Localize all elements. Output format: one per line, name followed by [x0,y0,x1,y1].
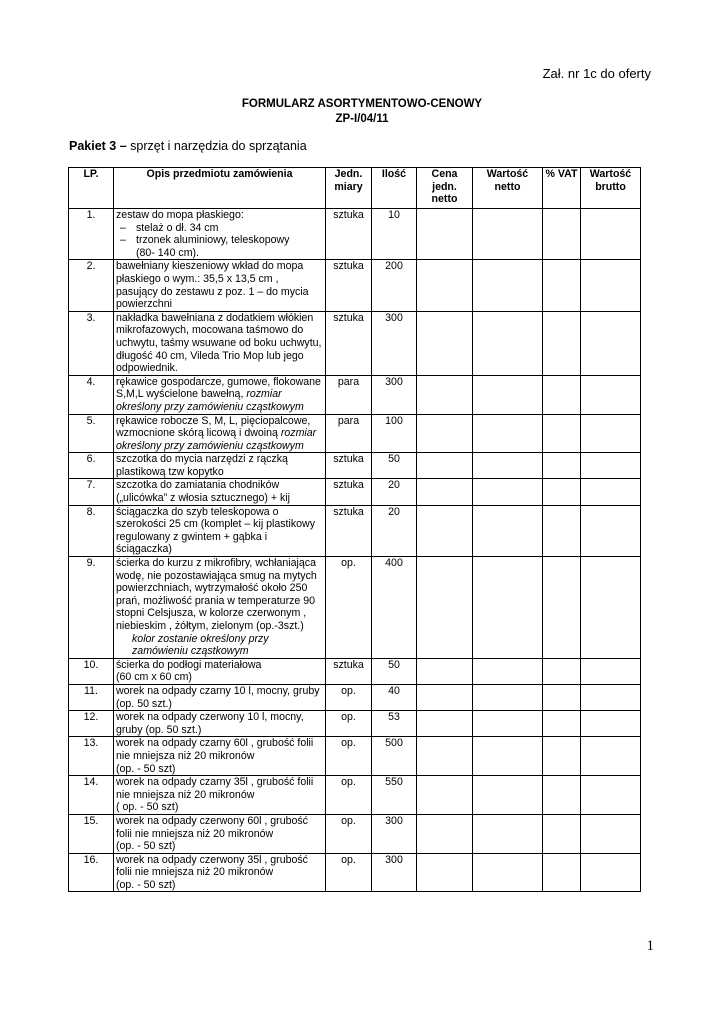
row-vat[interactable] [543,557,581,659]
table-row [69,853,641,892]
row-lp: 8. [69,505,114,556]
row-gross-value[interactable] [581,479,641,505]
assortment-price-table [68,167,641,892]
row-unit: op. [326,737,372,776]
header-gross-value: Wartość brutto [581,168,641,209]
row-unit: sztuka [326,453,372,479]
row-net-value[interactable] [473,375,543,414]
desc-line: (op. - 50 szt) [116,840,176,853]
row-lp: 1. [69,209,114,260]
row-lp: 3. [69,311,114,375]
table-row [69,311,641,375]
row-lp: 16. [69,853,114,892]
row-vat[interactable] [543,737,581,776]
table-row [69,557,641,659]
row-gross-value[interactable] [581,776,641,815]
desc-line: rękawice robocze S, M, L, pięciopalcowe, wzmocnione skórą licową i dwoiną [116,414,311,440]
row-net-value[interactable] [473,260,543,311]
desc-line: (80- 140 cm). [136,246,199,259]
package-number: Pakiet 3 – [69,139,127,153]
row-gross-value[interactable] [581,375,641,414]
row-unit-price[interactable] [417,505,473,556]
row-unit-price[interactable] [417,209,473,260]
row-gross-value[interactable] [581,711,641,737]
row-quantity: 300 [372,375,417,414]
row-description [114,737,326,776]
row-unit: sztuka [326,209,372,260]
row-lp: 11. [69,684,114,710]
table-row [69,658,641,684]
row-unit: op. [326,853,372,892]
row-net-value[interactable] [473,414,543,453]
table-row [69,375,641,414]
row-unit-price[interactable] [417,557,473,659]
row-gross-value[interactable] [581,311,641,375]
row-unit-price[interactable] [417,453,473,479]
row-vat[interactable] [543,711,581,737]
row-net-value[interactable] [473,814,543,853]
row-quantity: 50 [372,453,417,479]
row-unit: op. [326,814,372,853]
row-gross-value[interactable] [581,260,641,311]
row-vat[interactable] [543,776,581,815]
row-unit: para [326,375,372,414]
desc-line: trzonek aluminiowy, teleskopowy [136,234,290,247]
row-unit-price[interactable] [417,658,473,684]
header-quantity: Ilość [372,168,417,209]
row-quantity: 300 [372,311,417,375]
row-description: szczotka do mycia narzędzi z rączką plastikową tzw kopytko [114,453,326,479]
package-heading [69,139,307,153]
row-description [114,658,326,684]
desc-note: rozmiar określony przy zamówieniu cząstkowym [116,427,317,452]
row-lp: 14. [69,776,114,815]
row-quantity: 40 [372,684,417,710]
page-number: 1 [646,938,654,954]
row-lp: 2. [69,260,114,311]
row-description: zestaw do mopa płaskiego: – stelaż o dł. 34 cm – trzonek aluminiowy, teleskopowy (80- 140 cm). [114,209,326,260]
row-unit: op. [326,711,372,737]
row-gross-value[interactable] [581,453,641,479]
row-quantity: 100 [372,414,417,453]
desc-line: worek na odpady czarny 35l , grubość folii nie mniejsza niż 20 mikronów [116,776,314,801]
row-net-value[interactable] [473,684,543,710]
row-description: worek na odpady czerwony 10 l, mocny, gruby (op. 50 szt.) [114,711,326,737]
row-lp: 12. [69,711,114,737]
row-quantity: 300 [372,814,417,853]
row-net-value[interactable] [473,711,543,737]
row-vat[interactable] [543,505,581,556]
row-quantity: 50 [372,658,417,684]
table-row [69,453,641,479]
table-row [69,737,641,776]
row-unit: op. [326,684,372,710]
row-description: nakładka bawełniana z dodatkiem włókien mikrofazowych, mocowana taśmowo do uchwytu, taśmy wsuwane od boku uchwytu, długość 40 cm, Vileda Trio Mop lub jego odpowiednik. [114,311,326,375]
header-description: Opis przedmiotu zamówienia [114,168,326,209]
row-net-value[interactable] [473,311,543,375]
row-gross-value[interactable] [581,814,641,853]
row-description [114,414,326,453]
row-vat[interactable] [543,209,581,260]
row-lp: 5. [69,414,114,453]
form-reference: ZP-I/04/11 [335,113,389,125]
row-net-value[interactable] [473,479,543,505]
row-description: worek na odpady czarny 10 l, mocny, gruby (op. 50 szt.) [114,684,326,710]
desc-line: (60 cm x 60 cm) [116,671,192,684]
row-unit-price[interactable] [417,375,473,414]
row-vat[interactable] [543,453,581,479]
header-lp: LP. [69,168,114,209]
desc-line: worek na odpady czerwony 60l , grubość folii nie mniejsza niż 20 mikronów [116,814,308,840]
row-vat[interactable] [543,311,581,375]
row-gross-value[interactable] [581,557,641,659]
table-row [69,505,641,556]
row-unit: op. [326,557,372,659]
row-net-value[interactable] [473,776,543,815]
annex-label: Zał. nr 1c do oferty [542,66,651,81]
row-quantity: 20 [372,479,417,505]
row-gross-value[interactable] [581,853,641,892]
row-unit: sztuka [326,311,372,375]
row-lp: 15. [69,814,114,853]
row-net-value[interactable] [473,505,543,556]
row-gross-value[interactable] [581,209,641,260]
row-net-value[interactable] [473,658,543,684]
row-vat[interactable] [543,479,581,505]
row-unit: para [326,414,372,453]
row-net-value[interactable] [473,737,543,776]
row-unit-price[interactable] [417,479,473,505]
row-vat[interactable] [543,414,581,453]
table-row [69,479,641,505]
table-row [69,260,641,311]
desc-note: kolor zostanie określony przy zamówieniu cząstkowym [132,632,269,658]
row-gross-value[interactable] [581,414,641,453]
row-quantity: 500 [372,737,417,776]
row-description: szczotka do zamiatania chodników („ulicówka” z włosia sztucznego) + kij [114,479,326,505]
row-quantity: 400 [372,557,417,659]
row-unit-price[interactable] [417,776,473,815]
row-unit: sztuka [326,260,372,311]
row-description [114,375,326,414]
row-lp: 7. [69,479,114,505]
row-lp: 13. [69,737,114,776]
row-unit-price[interactable] [417,260,473,311]
table-row [69,814,641,853]
row-quantity: 200 [372,260,417,311]
header-unit: Jedn. miary [326,168,372,209]
desc-line: rękawice gospodarcze, gumowe, flokowane S,M,L wyścielone bawełną, [116,375,321,401]
row-quantity: 550 [372,776,417,815]
row-vat[interactable] [543,260,581,311]
row-unit: sztuka [326,658,372,684]
row-lp: 6. [69,453,114,479]
row-quantity: 10 [372,209,417,260]
row-unit-price[interactable] [417,414,473,453]
header-vat: % VAT [543,168,581,209]
table-row [69,414,641,453]
table-row [69,209,641,260]
row-description [114,814,326,853]
row-unit-price[interactable] [417,814,473,853]
row-net-value[interactable] [473,853,543,892]
row-vat[interactable] [543,375,581,414]
row-description: bawełniany kieszeniowy wkład do mopa płaskiego o wym.: 35,5 x 13,5 cm , pasujący do zestawu z poz. 1 – do mycia powierzchni [114,260,326,311]
row-unit: op. [326,776,372,815]
desc-line: worek na odpady czarny 60l , grubość folii nie mniejsza niż 20 mikronów [116,737,314,762]
row-net-value[interactable] [473,209,543,260]
header-unit-price: Cena jedn. netto [417,168,473,209]
row-description [114,557,326,659]
row-net-value[interactable] [473,453,543,479]
row-gross-value[interactable] [581,658,641,684]
row-quantity: 300 [372,853,417,892]
row-description [114,776,326,815]
row-gross-value[interactable] [581,737,641,776]
row-gross-value[interactable] [581,505,641,556]
row-unit-price[interactable] [417,711,473,737]
table-row [69,684,641,710]
row-quantity: 53 [372,711,417,737]
desc-line: (op. - 50 szt) [116,762,176,775]
row-gross-value[interactable] [581,684,641,710]
form-title: FORMULARZ ASORTYMENTOWO-CENOWY [241,98,483,110]
desc-note: rozmiar określony przy zamówieniu cząstkowym [116,388,304,413]
row-unit: sztuka [326,505,372,556]
package-description: sprzęt i narzędzia do sprzątania [126,139,307,153]
row-unit-price[interactable] [417,311,473,375]
desc-line: (op. - 50 szt) [116,878,176,891]
desc-line: worek na odpady czerwony 35l , grubość folii nie mniejsza niż 20 mikronów [116,853,308,879]
row-description [114,853,326,892]
row-vat[interactable] [543,684,581,710]
row-quantity: 20 [372,505,417,556]
row-unit-price[interactable] [417,737,473,776]
table-row [69,776,641,815]
desc-line: ścierka do kurzu z mikrofibry, wchłaniająca wodę, nie pozostawiająca smug na mytych powierzchniach, wytrzymałość około 250 prań, możliwość prania w temperaturze 90 stopni Celsjusza, w kolorze czerwonym , niebieskim , żółtym, zielonym (op.-3szt.) [116,557,317,632]
desc-line: zestaw do mopa płaskiego: [116,209,244,221]
row-vat[interactable] [543,658,581,684]
row-net-value[interactable] [473,557,543,659]
row-lp: 10. [69,658,114,684]
row-lp: 4. [69,375,114,414]
row-lp: 9. [69,557,114,659]
row-unit-price[interactable] [417,853,473,892]
row-vat[interactable] [543,814,581,853]
table-row [69,711,641,737]
desc-line: ścierka do podłogi materiałowa [116,658,262,671]
desc-line: ( op. - 50 szt) [116,801,179,814]
header-net-value: Wartość netto [473,168,543,209]
row-unit: sztuka [326,479,372,505]
desc-line: stelaż o dł. 34 cm [136,221,219,234]
row-vat[interactable] [543,853,581,892]
row-unit-price[interactable] [417,684,473,710]
row-description: ściągaczka do szyb teleskopowa o szerokości 25 cm (komplet – kij plastikowy regulowany z gwintem + gąbka i ściągaczka) [114,505,326,556]
